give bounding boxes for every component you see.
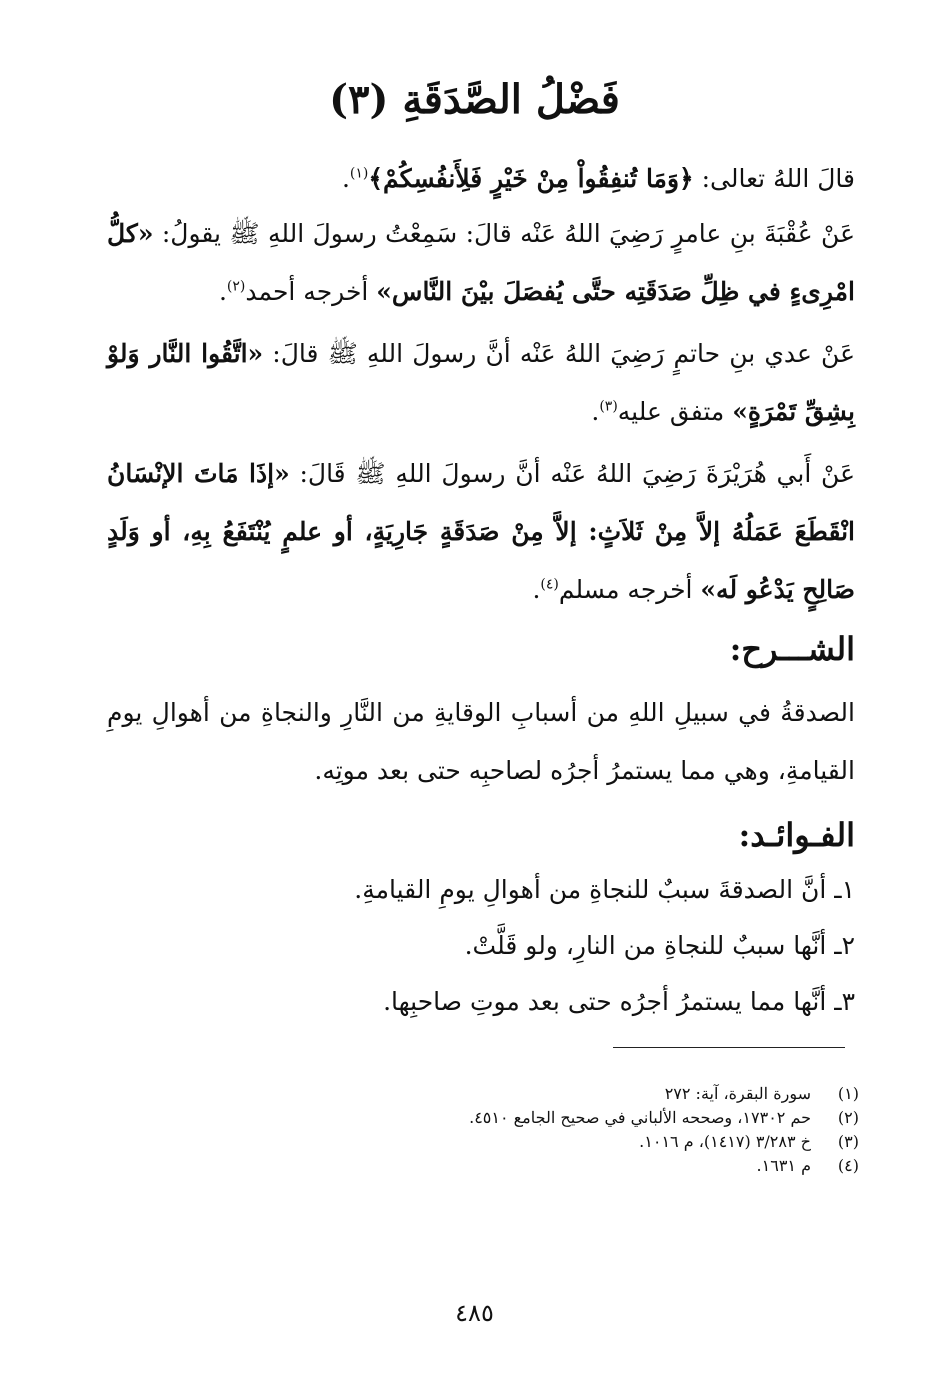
footnote-text: خ ٣/٢٨٣ (١٤١٧)، م ١٠١٦. [639,1132,811,1151]
explanation-text: الصدقةُ في سبيلِ اللهِ من أسبابِ الوقايةِ من النَّارِ والنجاةِ من أهوالِ يومِ القيامةِ، وهي مما يستمرُ أجرُه لصاحبِه حتى بعد موتِه. [107,698,855,785]
hadith-3-end: . [532,575,541,604]
footnote-item [159,1082,859,1106]
hadith-2-intro: عَنْ عدي بنِ حاتمٍ رَضِيَ اللهُ عَنْه أنَّ رسولَ اللهِ ﷺ قالَ: [263,339,855,368]
benefits-heading: الفـوائـد: [738,816,855,854]
footnotes-list [159,1082,859,1178]
benefit-item: ١ـ أنَّ الصدقةَ سببٌ للنجاةِ من أهوالِ يومِ القيامةِ. [354,875,855,904]
footnote-item [159,1106,859,1130]
page-title: فَضْلُ الصَّدَقَةِ (٣) [329,76,620,123]
footnote-ref-1: (١) [349,165,369,182]
hadith-2-end: . [591,397,600,426]
hadith-2-source: متفق عليه [617,397,733,426]
footnote-text: سورة البقرة، آية: ٢٧٢ [664,1084,811,1103]
footnote-number: (٣) [837,1132,859,1151]
hadith-3-intro: عَنْ أَبي هُرَيْرَةَ رَضِيَ اللهُ عَنْه أنَّ رسولَ اللهِ ﷺ قَالَ: [289,459,855,488]
benefits-list [107,862,855,1030]
footnote-ref-4: (٤) [540,576,559,593]
benefit-item: ٢ـ أنَّها سببٌ للنجاةِ من النارِ، ولو قَلَّتْ. [464,931,855,960]
hadith-paragraph-2 [107,325,855,441]
footnote-number: (١) [837,1084,859,1103]
verse-intro: قالَ اللهُ تعالى: [693,164,855,193]
footnote-item [159,1130,859,1154]
hadith-1-text: «كلُّ امْرِىءٍ في ظِلِّ صَدَقَتِه حتَّى يُفصَلَ بيْنَ النَّاس» [107,219,855,306]
explanation-heading: الشـــرح: [729,630,855,668]
footnote-number: (٢) [837,1108,859,1127]
hadith-3-text: «إذَا مَاتَ الإنْسَانُ انْقَطَعَ عَمَلُهُ إلاَّ مِنْ ثَلاَثٍ: إلاَّ مِنْ صَدَقَةٍ جَارِيَةٍ، أو علمٍ يُنْتَفَعُ بِهِ، أو وَلَدٍ صَالِحٍ يَدْعُو لَه» [107,459,855,604]
footnote-ref-3: (٣) [599,398,618,415]
footnote-ref-2: (٢) [226,278,246,295]
footnote-text: م ١٦٣١. [756,1156,811,1175]
hadith-3-source: أخرجه مسلم [558,575,701,604]
benefit-item: ٣ـ أنَّها مما يستمرُ أجرُه حتى بعد موتِ صاحبِها. [383,987,855,1016]
footnote-divider [613,1047,845,1048]
hadith-paragraph-1 [107,205,855,321]
hadith-1-intro: عَنْ عُقْبَةَ بنِ عامرٍ رَضِيَ اللهُ عَنْه قالَ: سَمِعْتُ رسولَ اللهِ ﷺ يقولُ: [153,219,855,248]
verse-end: . [341,164,350,193]
hadith-paragraph-3 [107,445,855,619]
hadith-1-end: . [218,277,227,306]
page-number: ٤٨٥ [455,1299,494,1327]
footnote-text: حم ١٧٣٠٢، وصححه الألباني في صحيح الجامع ٤٥١٠. [469,1108,811,1127]
footnote-number: (٤) [837,1156,859,1175]
hadith-1-source: أخرجه أحمد [245,277,377,306]
hadith-2-text: «اتَّقُوا النَّار وَلوْ بِشِقِّ تَمْرَةٍ» [107,339,855,426]
footnote-item [159,1154,859,1178]
quran-verse: ﴿وَمَا تُنفِقُواْ مِنْ خَيْرٍ فَلِأَنفُسِكُمْ﴾ [368,164,694,193]
quran-verse-paragraph [107,150,855,208]
